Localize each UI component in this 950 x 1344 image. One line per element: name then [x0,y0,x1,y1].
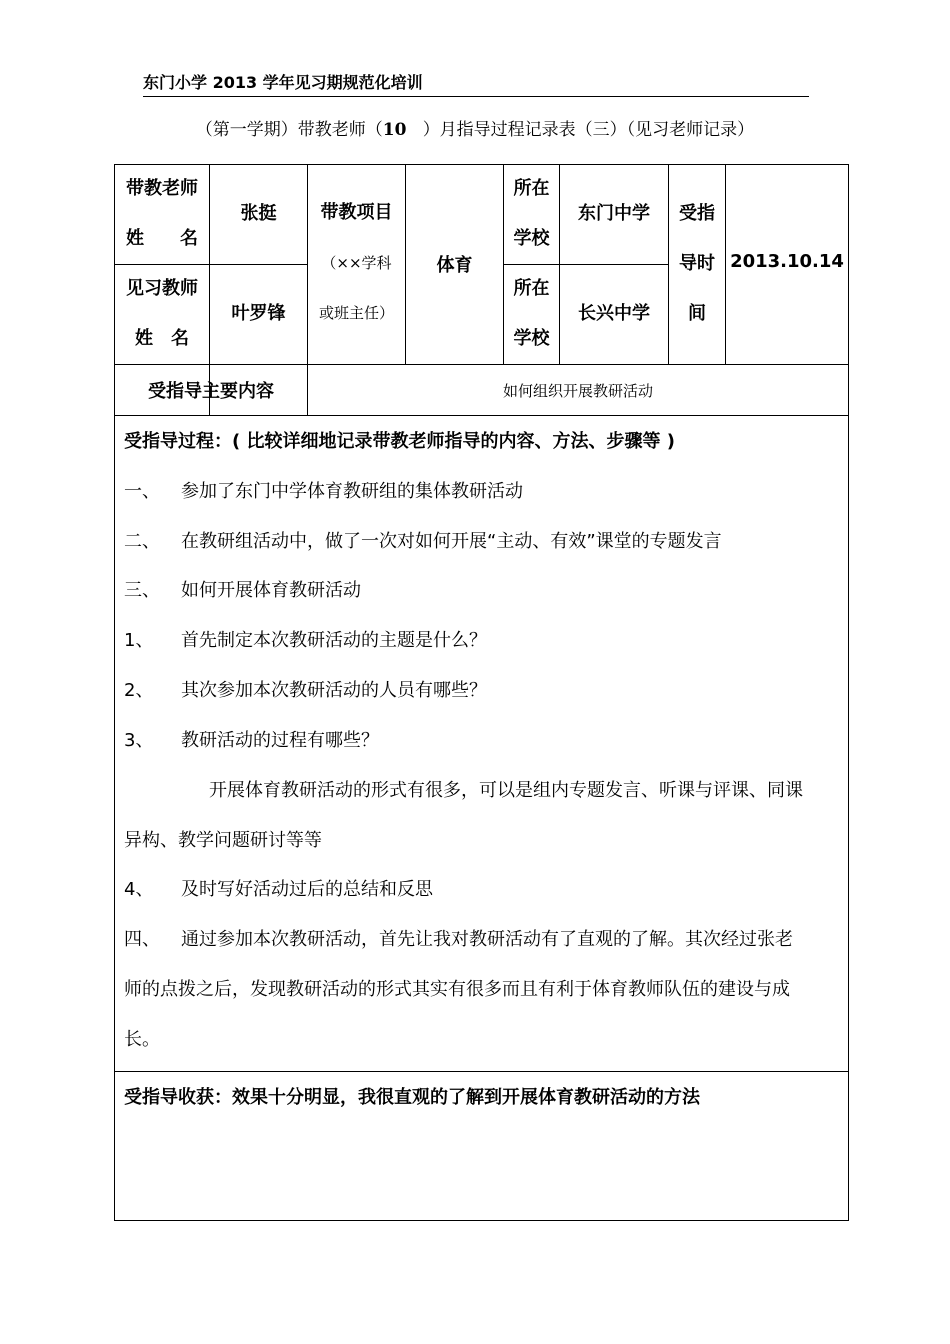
harvest-text: 受指导收获：效果十分明显，我很直观的了解到开展体育教研活动的方法 [124,1087,700,1108]
trainee-name-label [115,264,209,364]
subtitle-month: 10 [382,120,407,140]
item-text: 教研活动的过程有哪些？ [181,730,379,751]
item-index: 三、 [124,580,160,601]
guidance-time-label [669,164,725,364]
trainee-label-line-1: 见习教师 [126,278,198,299]
item-index: 一、 [124,481,160,502]
trainee-name: 叶罗锋 [231,302,286,324]
document-header-title: 东门小学 2013 学年见习期规范化培训 [143,73,423,92]
mentor-label-line-1: 带教老师 [126,178,198,199]
project-label [308,164,405,364]
school-label-1a: 所在 [513,178,550,199]
main-content-label: 受指导主要内容 [148,381,274,402]
time-label-2: 导时 [679,253,715,274]
trainee-school: 长兴中学 [578,302,650,324]
mentor-label-line-2: 姓 名 [126,228,198,249]
process-continuation-2: 长。 [124,1029,160,1050]
mentor-name-label [115,164,209,264]
mentor-school: 东门中学 [578,202,650,224]
item-text: 参加了东门中学体育教研组的集体教研活动 [181,481,523,502]
process-continuation-1: 师的点拨之后，发现教研活动的形式其实有很多而且有利于体育教师队伍的建设与成 [124,979,790,1000]
process-item [124,477,523,503]
item-text: 其次参加本次教研活动的人员有哪些？ [181,680,487,701]
mentor-school-label [504,164,559,264]
item-text: 首先制定本次教研活动的主题是什么？ [181,630,487,651]
process-item [124,527,722,553]
process-item [124,726,379,752]
item-index: 1、 [124,630,154,651]
table-border-bottom [114,1220,849,1221]
main-content-value: 如何组织开展教研活动 [502,381,653,400]
process-item [124,676,487,702]
project-note-1: （××学科 [321,254,392,272]
grid-line [114,1071,849,1072]
trainee-label-line-2: 姓 名 [135,328,189,349]
process-heading: 受指导过程：( 比较详细地记录带教老师指导的内容、方法、步骤等 ) [124,431,675,452]
school-label-2a: 所在 [513,278,550,299]
mentor-name: 张挺 [240,202,277,224]
form-subtitle [0,115,950,140]
project-value: 体育 [436,255,473,276]
process-paragraph-line-1: 开展体育教研活动的形式有很多，可以是组内专题发言、听课与评课、同课 [209,780,803,801]
trainee-school-label [504,264,559,364]
table-border-right [848,164,849,1221]
time-label-1: 受指 [679,203,715,224]
item-index: 3、 [124,730,154,751]
item-text: 在教研组活动中，做了一次对如何开展“主动、有效”课堂的专题发言 [181,531,722,552]
item-index: 四、 [124,929,160,950]
item-index: 二、 [124,531,160,552]
grid-line [114,415,849,416]
item-index: 2、 [124,680,154,701]
school-label-2b: 学校 [513,328,550,349]
project-label-text: 带教项目 [320,202,393,223]
item-text: 通过参加本次教研活动，首先让我对教研活动有了直观的了解。其次经过张老 [181,929,793,950]
header-divider [143,96,809,97]
process-item [124,875,433,901]
school-label-1b: 学校 [513,228,550,249]
guidance-date: 2013.10.14 [730,251,844,272]
process-item [124,626,487,652]
item-text: 及时写好活动过后的总结和反思 [181,879,433,900]
process-item [124,925,793,951]
time-label-3: 间 [688,303,706,324]
project-note-2: 或班主任） [318,304,394,322]
subtitle-prefix: （第一学期）带教老师（ [195,120,383,140]
process-paragraph-line-2: 异构、教学问题研讨等等 [124,830,322,851]
item-index: 4、 [124,879,154,900]
process-item [124,576,361,602]
subtitle-suffix: ）月指导过程记录表（三）（见习老师记录） [422,120,755,140]
item-text: 如何开展体育教研活动 [181,580,361,601]
